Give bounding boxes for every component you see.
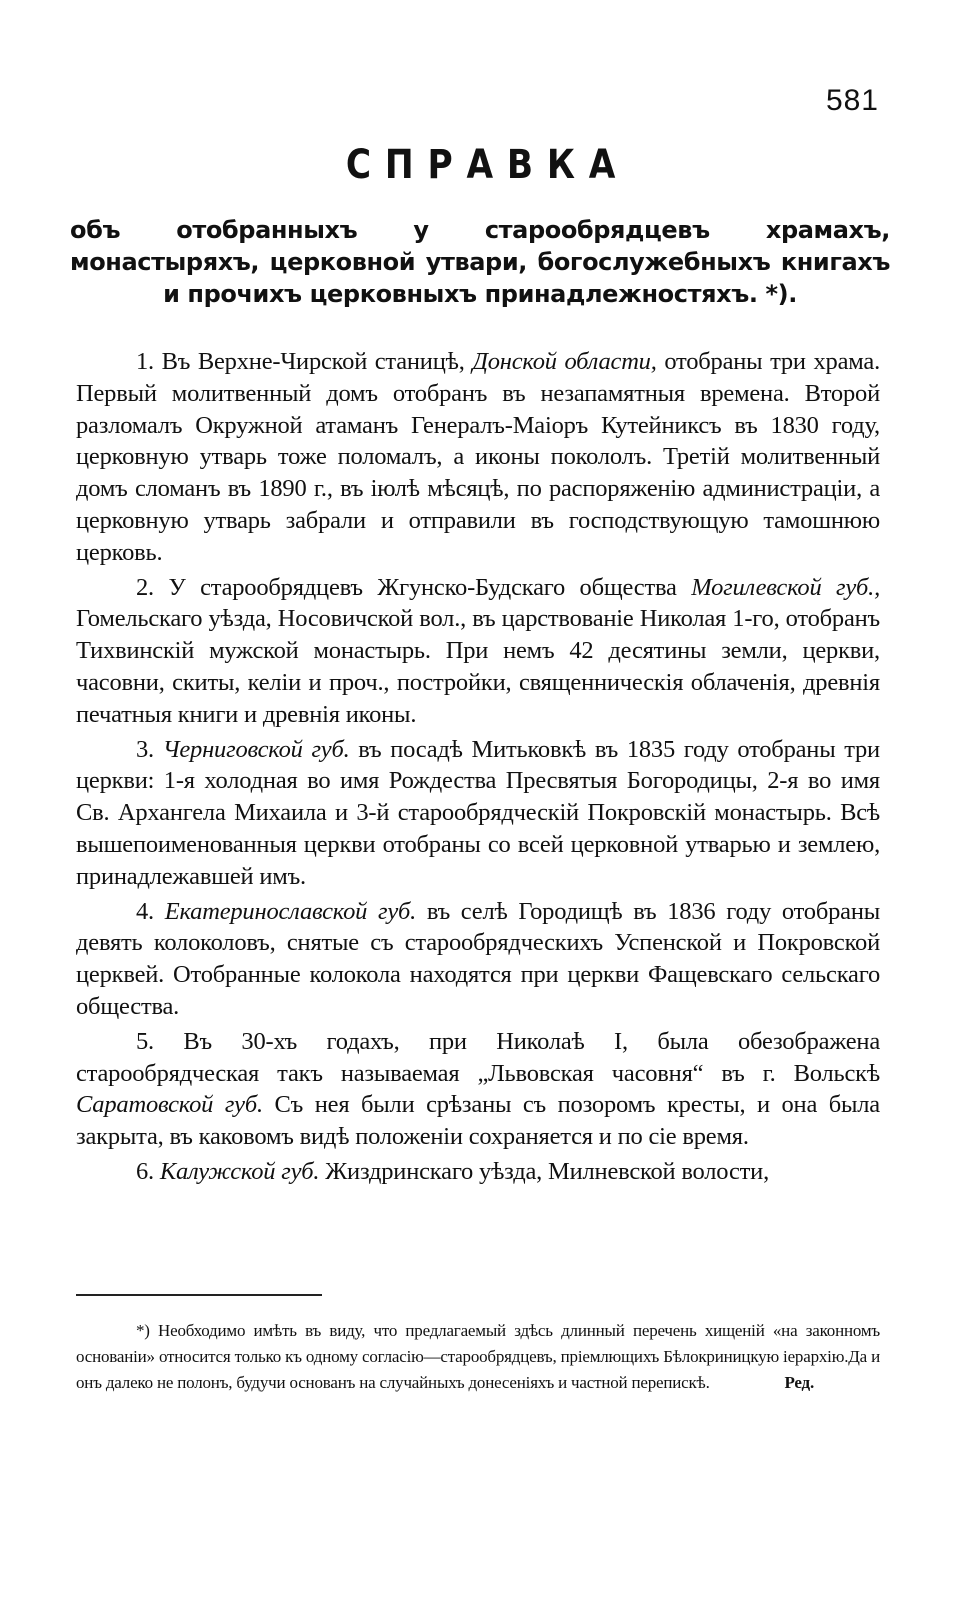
paragraph-text: Гомельскаго уѣзда, Носовичской вол., въ царствованіе Николая 1-го, отобранъ Тихвинскій мужской монастырь. При немъ 42 десятины земли, церкви, часовни, скиты, келіи и проч., постройки, священническія облаченія, древнія печатныя книги и древнія иконы. bbox=[76, 605, 880, 728]
document-heading: СПРАВКА bbox=[345, 142, 630, 188]
paragraph-lead: 5. Въ 30-хъ годахъ, при Николаѣ I, была обезображена старообрядческая такъ называемая „Львовская часовня“ въ г. Вольскѣ bbox=[76, 1027, 880, 1087]
paragraph-4 bbox=[76, 896, 880, 1023]
paragraph-3 bbox=[76, 734, 880, 893]
paragraph-2 bbox=[76, 572, 880, 731]
body-text bbox=[76, 346, 880, 1191]
paragraph-place: Черниговской губ. bbox=[162, 735, 350, 763]
page-number: 581 bbox=[825, 84, 879, 117]
paragraph-place: Донской области, bbox=[472, 348, 657, 375]
paragraph-text: въ селѣ Городищѣ въ 1836 году отобраны девять колоколовъ, снятые съ старообрядческихъ Успенской и Покровской церквей. Отобранные колокола находятся при церкви Фащевскаго сельскаго общества. bbox=[76, 897, 880, 1020]
paragraph-text: отобраны три храма. Первый молитвенный домъ отобранъ въ незапамятныя времена. Второй разломалъ Окружной атаманъ Генералъ-Маіоръ Кутейниксъ въ 1830 году, церковную утварь тоже поломалъ, а иконы покололъ. Третій молитвенный домъ сломанъ въ 1890 г., въ іюлѣ мѣсяцѣ, по распоряженію администраціи, а церковную утварь забрали и отправили въ господствующую тамошнюю церковь. bbox=[76, 348, 880, 566]
footnote-text: *) Необходимо имѣть въ виду, что предлагаемый здѣсь длинный перечень хищеній «на законномъ основаніи» относится только къ одному согласію—старообрядцевъ, пріемлющихъ Бѣлокриницкую іерархію.Да и онъ далеко не полонъ, будучи основанъ на случайныхъ донесеніяхъ и частной перепискѣ. bbox=[76, 1321, 880, 1392]
paragraph-lead: 1. Въ Верхне-Чирской станицѣ, bbox=[136, 348, 465, 375]
paragraph-text: въ посадѣ Митьковкѣ въ 1835 году отобраны три церкви: 1-я холодная во имя Рождества Пресвятыя Богородицы, 2-я во имя Св. Архангела Михаила и 3-й старообрядческій Покровскій монастырь. Всѣ вышепоименованныя церкви отобраны со всей церковной утварью и землею, принадлежавшей имъ. bbox=[76, 735, 880, 890]
document-subheading: объ отобранныхъ у старообрядцевъ храмахъ, монастыряхъ, церковной утвари, богослужебныхъ книгахъ и прочихъ церковныхъ принадлежностяхъ. *). bbox=[70, 216, 890, 308]
paragraph-place: Могилевской губ., bbox=[691, 573, 880, 601]
paragraph-text: Жиздринскаго уѣзда, Милневской волости, bbox=[325, 1157, 769, 1185]
paragraph-lead: 3. bbox=[136, 735, 154, 763]
paragraph-lead: 4. bbox=[136, 897, 154, 925]
paragraph-place: Калужской губ. bbox=[159, 1157, 320, 1185]
paragraph-lead: 6. bbox=[136, 1157, 154, 1185]
footnote-signature: Ред. bbox=[784, 1373, 814, 1392]
paragraph-lead: 2. У старообрядцевъ Жгунско-Будскаго общества bbox=[136, 573, 677, 601]
paragraph-1 bbox=[76, 346, 880, 569]
footnote-divider bbox=[76, 1294, 322, 1296]
paragraph-text: Съ нея были срѣзаны съ позоромъ кресты, и она была закрыта, въ каковомъ видѣ положеніи сохраняется и по сіе время. bbox=[76, 1091, 880, 1151]
footnote bbox=[76, 1318, 880, 1396]
paragraph-5 bbox=[76, 1026, 880, 1153]
paragraph-place: Екатеринославской губ. bbox=[164, 897, 417, 925]
paragraph-place: Саратовской губ. bbox=[76, 1091, 263, 1119]
paragraph-6 bbox=[76, 1156, 880, 1188]
